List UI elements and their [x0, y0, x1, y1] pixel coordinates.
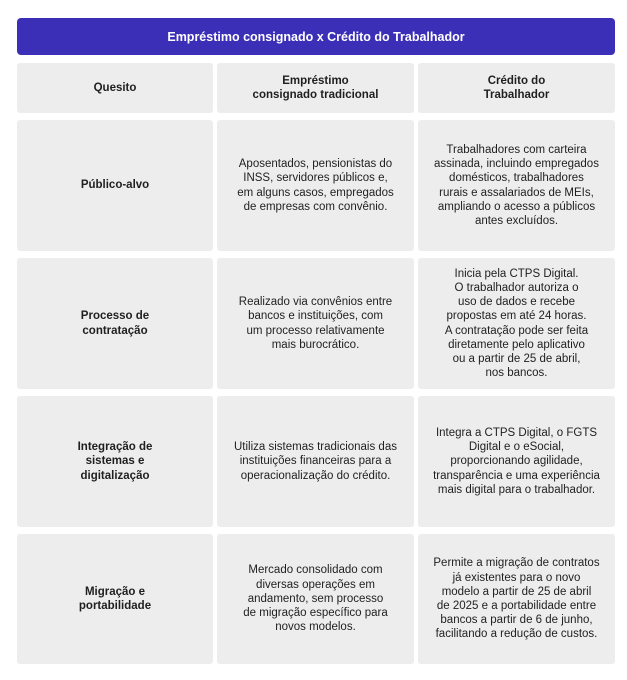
cell-worker-credit-processo [418, 258, 615, 389]
cell-text: Realizado via convênios entre bancos e instituições, com um processo relativamente mais burocrático. [238, 296, 393, 351]
cell-traditional-processo [217, 258, 414, 389]
header-worker-credit-label: Crédito do Trabalhador [483, 74, 550, 101]
cell-text: Aposentados, pensionistas do INSS, servidores públicos e, em alguns casos, empregados de empresas com convênio. [237, 158, 394, 213]
cell-worker-credit-publico-alvo [418, 120, 615, 251]
row-label-integracao [17, 396, 213, 527]
cell-text: Utiliza sistemas tradicionais das instituições financeiras para a operacionalização do crédito. [234, 441, 397, 482]
row-spacer [17, 251, 615, 258]
header-quesito [17, 63, 213, 113]
cell-traditional-migracao [217, 534, 414, 664]
cell-worker-credit-integracao [418, 396, 615, 527]
header-traditional-label: Empréstimo consignado tradicional [252, 74, 379, 101]
row-label-text: Público-alvo [80, 179, 150, 192]
header-worker-credit [418, 63, 615, 113]
table-title [17, 18, 615, 55]
row-spacer [17, 527, 615, 534]
header-traditional [217, 63, 414, 113]
table-title-text: Empréstimo consignado x Crédito do Trabalhador [167, 29, 465, 44]
row-spacer [17, 389, 615, 396]
comparison-table [17, 63, 615, 664]
cell-text: Mercado consolidado com diversas operações em andamento, sem processo de migração específico para novos modelos. [243, 564, 388, 634]
cell-traditional-integracao [217, 396, 414, 527]
row-label-publico-alvo [17, 120, 213, 251]
cell-text: Inicia pela CTPS Digital. O trabalhador autoriza o uso de dados e recebe propostas em até 24 horas. A contratação pode ser feita diretamente pelo aplicativo ou a partir de 25 de abril, nos bancos. [444, 267, 589, 380]
cell-worker-credit-migracao [418, 534, 615, 664]
row-label-text: Integração de sistemas e digitalização [77, 441, 153, 482]
cell-text: Trabalhadores com carteira assinada, incluindo empregados domésticos, trabalhadores rurais e assalariados de MEIs, ampliando o acesso a públicos antes excluídos. [434, 143, 599, 227]
row-spacer [17, 113, 615, 120]
row-label-text: Processo de contratação [80, 310, 150, 337]
cell-text: Integra a CTPS Digital, o FGTS Digital e o eSocial, proporcionando agilidade, transparência e uma experiência mais digital para o trabalhador. [433, 426, 600, 496]
header-quesito-label: Quesito [93, 81, 137, 94]
row-label-text: Migração e portabilidade [78, 585, 152, 612]
row-label-processo [17, 258, 213, 389]
cell-traditional-publico-alvo [217, 120, 414, 251]
row-label-migracao [17, 534, 213, 664]
cell-text: Permite a migração de contratos já existentes para o novo modelo a partir de 25 de abril de 2025 e a portabilidade entre bancos a partir de 6 de junho, facilitando a redução de custos. [433, 557, 600, 641]
